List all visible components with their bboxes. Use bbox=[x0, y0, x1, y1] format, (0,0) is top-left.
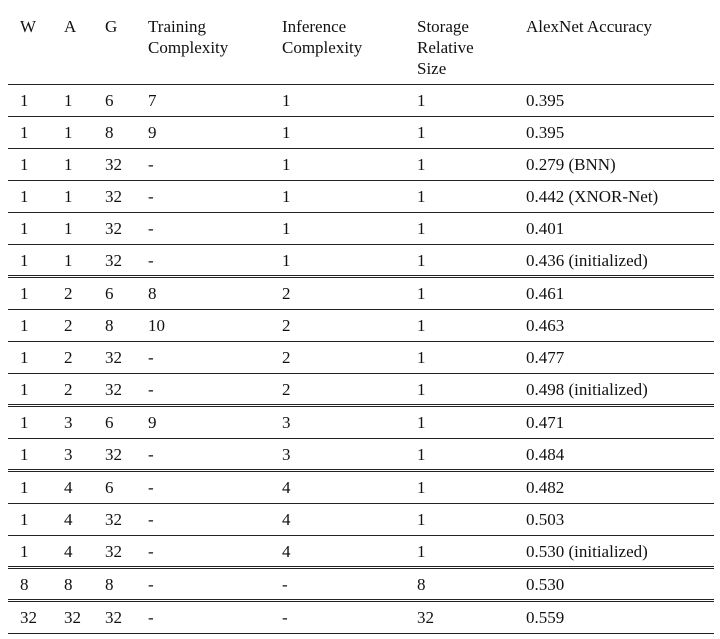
cell-a: 1 bbox=[64, 155, 73, 174]
cell-storage-relative-size: 1 bbox=[417, 284, 426, 303]
header-w: W bbox=[20, 17, 37, 36]
cell-w: 1 bbox=[20, 187, 29, 206]
cell-a: 32 bbox=[64, 608, 81, 627]
cell-alexnet-accuracy: 0.395 bbox=[526, 123, 565, 142]
cell-g: 32 bbox=[105, 510, 122, 529]
cell-g: 6 bbox=[105, 91, 114, 110]
cell-storage-relative-size: 1 bbox=[417, 155, 426, 174]
cell-w: 8 bbox=[20, 575, 29, 594]
cell-a: 1 bbox=[64, 123, 73, 142]
cell-w: 1 bbox=[20, 542, 29, 561]
cell-inference-complexity: 3 bbox=[282, 413, 291, 432]
cell-g: 32 bbox=[105, 608, 122, 627]
cell-a: 1 bbox=[64, 219, 73, 238]
cell-a: 2 bbox=[64, 316, 73, 335]
table-row bbox=[8, 117, 714, 149]
cell-storage-relative-size: 1 bbox=[417, 219, 426, 238]
table-row bbox=[8, 85, 714, 117]
cell-a: 8 bbox=[64, 575, 73, 594]
cell-alexnet-accuracy: 0.463 bbox=[526, 316, 565, 335]
cell-a: 1 bbox=[64, 251, 73, 270]
cell-alexnet-accuracy: 0.530 (initialized) bbox=[526, 542, 648, 561]
cell-w: 1 bbox=[20, 251, 29, 270]
table-row bbox=[8, 245, 714, 278]
cell-alexnet-accuracy: 0.498 (initialized) bbox=[526, 380, 648, 399]
cell-alexnet-accuracy: 0.482 bbox=[526, 478, 565, 497]
cell-g: 6 bbox=[105, 478, 114, 497]
header-g: G bbox=[105, 17, 118, 36]
cell-g: 8 bbox=[105, 123, 114, 142]
table-body bbox=[8, 85, 714, 634]
cell-a: 4 bbox=[64, 478, 73, 497]
cell-a: 3 bbox=[64, 445, 73, 464]
cell-training-complexity: - bbox=[148, 187, 154, 206]
cell-g: 32 bbox=[105, 348, 122, 367]
cell-training-complexity: - bbox=[148, 478, 154, 497]
cell-training-complexity: - bbox=[148, 575, 154, 594]
cell-g: 6 bbox=[105, 284, 114, 303]
cell-g: 6 bbox=[105, 413, 114, 432]
table-row bbox=[8, 342, 714, 374]
table-row bbox=[8, 310, 714, 342]
cell-a: 4 bbox=[64, 542, 73, 561]
table-row bbox=[8, 536, 714, 569]
cell-g: 32 bbox=[105, 445, 122, 464]
cell-storage-relative-size: 1 bbox=[417, 478, 426, 497]
cell-training-complexity: 8 bbox=[148, 284, 157, 303]
cell-inference-complexity: 2 bbox=[282, 284, 291, 303]
cell-inference-complexity: 1 bbox=[282, 187, 291, 206]
cell-inference-complexity: 3 bbox=[282, 445, 291, 464]
cell-storage-relative-size: 1 bbox=[417, 316, 426, 335]
cell-storage-relative-size: 1 bbox=[417, 251, 426, 270]
cell-g: 32 bbox=[105, 380, 122, 399]
cell-inference-complexity: 2 bbox=[282, 380, 291, 399]
cell-w: 1 bbox=[20, 123, 29, 142]
cell-g: 32 bbox=[105, 542, 122, 561]
cell-g: 8 bbox=[105, 316, 114, 335]
cell-inference-complexity: 4 bbox=[282, 542, 291, 561]
cell-alexnet-accuracy: 0.436 (initialized) bbox=[526, 251, 648, 270]
cell-training-complexity: - bbox=[148, 380, 154, 399]
cell-a: 1 bbox=[64, 187, 73, 206]
table-row bbox=[8, 213, 714, 245]
cell-training-complexity: 9 bbox=[148, 413, 157, 432]
table-row bbox=[8, 504, 714, 536]
cell-inference-complexity: 1 bbox=[282, 91, 291, 110]
cell-training-complexity: - bbox=[148, 510, 154, 529]
cell-inference-complexity: 1 bbox=[282, 251, 291, 270]
cell-inference-complexity: 4 bbox=[282, 478, 291, 497]
cell-w: 1 bbox=[20, 445, 29, 464]
cell-training-complexity: - bbox=[148, 348, 154, 367]
cell-training-complexity: 9 bbox=[148, 123, 157, 142]
cell-g: 32 bbox=[105, 251, 122, 270]
cell-alexnet-accuracy: 0.395 bbox=[526, 91, 565, 110]
cell-alexnet-accuracy: 0.559 bbox=[526, 608, 565, 627]
cell-storage-relative-size: 1 bbox=[417, 510, 426, 529]
cell-a: 2 bbox=[64, 348, 73, 367]
cell-w: 1 bbox=[20, 478, 29, 497]
cell-storage-relative-size: 1 bbox=[417, 187, 426, 206]
cell-storage-relative-size: 1 bbox=[417, 413, 426, 432]
cell-inference-complexity: 4 bbox=[282, 510, 291, 529]
cell-alexnet-accuracy: 0.477 bbox=[526, 348, 565, 367]
cell-alexnet-accuracy: 0.503 bbox=[526, 510, 565, 529]
cell-inference-complexity: 2 bbox=[282, 316, 291, 335]
header-storage-relative-size: Storage Relative Size bbox=[417, 17, 474, 78]
cell-storage-relative-size: 1 bbox=[417, 91, 426, 110]
cell-g: 8 bbox=[105, 575, 114, 594]
cell-w: 1 bbox=[20, 380, 29, 399]
cell-storage-relative-size: 1 bbox=[417, 380, 426, 399]
table-row bbox=[8, 407, 714, 439]
table-row bbox=[8, 278, 714, 310]
cell-inference-complexity: 2 bbox=[282, 348, 291, 367]
cell-storage-relative-size: 1 bbox=[417, 445, 426, 464]
cell-w: 1 bbox=[20, 219, 29, 238]
header-a: A bbox=[64, 17, 77, 36]
cell-a: 1 bbox=[64, 91, 73, 110]
cell-training-complexity: - bbox=[148, 251, 154, 270]
cell-training-complexity: - bbox=[148, 445, 154, 464]
cell-training-complexity: - bbox=[148, 608, 154, 627]
cell-storage-relative-size: 32 bbox=[417, 608, 434, 627]
cell-training-complexity: - bbox=[148, 542, 154, 561]
table-row bbox=[8, 181, 714, 213]
cell-alexnet-accuracy: 0.484 bbox=[526, 445, 565, 464]
cell-inference-complexity: - bbox=[282, 575, 288, 594]
cell-g: 32 bbox=[105, 187, 122, 206]
cell-storage-relative-size: 8 bbox=[417, 575, 426, 594]
cell-training-complexity: - bbox=[148, 219, 154, 238]
cell-inference-complexity: 1 bbox=[282, 155, 291, 174]
cell-alexnet-accuracy: 0.442 (XNOR-Net) bbox=[526, 187, 659, 206]
cell-w: 1 bbox=[20, 284, 29, 303]
table-row bbox=[8, 439, 714, 472]
cell-w: 1 bbox=[20, 413, 29, 432]
cell-g: 32 bbox=[105, 219, 122, 238]
cell-w: 32 bbox=[20, 608, 37, 627]
header-inference-complexity: Inference Complexity bbox=[282, 17, 363, 57]
header-alexnet-accuracy: AlexNet Accuracy bbox=[526, 17, 653, 36]
cell-alexnet-accuracy: 0.279 (BNN) bbox=[526, 155, 616, 174]
cell-inference-complexity: 1 bbox=[282, 123, 291, 142]
cell-w: 1 bbox=[20, 510, 29, 529]
cell-alexnet-accuracy: 0.530 bbox=[526, 575, 565, 594]
cell-w: 1 bbox=[20, 155, 29, 174]
cell-training-complexity: 10 bbox=[148, 316, 165, 335]
results-table bbox=[8, 10, 714, 634]
cell-a: 3 bbox=[64, 413, 73, 432]
cell-alexnet-accuracy: 0.461 bbox=[526, 284, 565, 303]
table-row bbox=[8, 602, 714, 634]
header-training-complexity: Training Complexity bbox=[148, 17, 229, 57]
cell-inference-complexity: 1 bbox=[282, 219, 291, 238]
table-header bbox=[8, 10, 714, 85]
cell-storage-relative-size: 1 bbox=[417, 348, 426, 367]
table-row bbox=[8, 569, 714, 602]
cell-a: 2 bbox=[64, 380, 73, 399]
cell-storage-relative-size: 1 bbox=[417, 123, 426, 142]
table-row bbox=[8, 374, 714, 407]
cell-a: 4 bbox=[64, 510, 73, 529]
table-row bbox=[8, 472, 714, 504]
cell-inference-complexity: - bbox=[282, 608, 288, 627]
cell-storage-relative-size: 1 bbox=[417, 542, 426, 561]
cell-alexnet-accuracy: 0.401 bbox=[526, 219, 565, 238]
cell-w: 1 bbox=[20, 348, 29, 367]
cell-training-complexity: 7 bbox=[148, 91, 157, 110]
table-row bbox=[8, 149, 714, 181]
cell-a: 2 bbox=[64, 284, 73, 303]
cell-alexnet-accuracy: 0.471 bbox=[526, 413, 565, 432]
cell-w: 1 bbox=[20, 316, 29, 335]
cell-w: 1 bbox=[20, 91, 29, 110]
cell-g: 32 bbox=[105, 155, 122, 174]
cell-training-complexity: - bbox=[148, 155, 154, 174]
